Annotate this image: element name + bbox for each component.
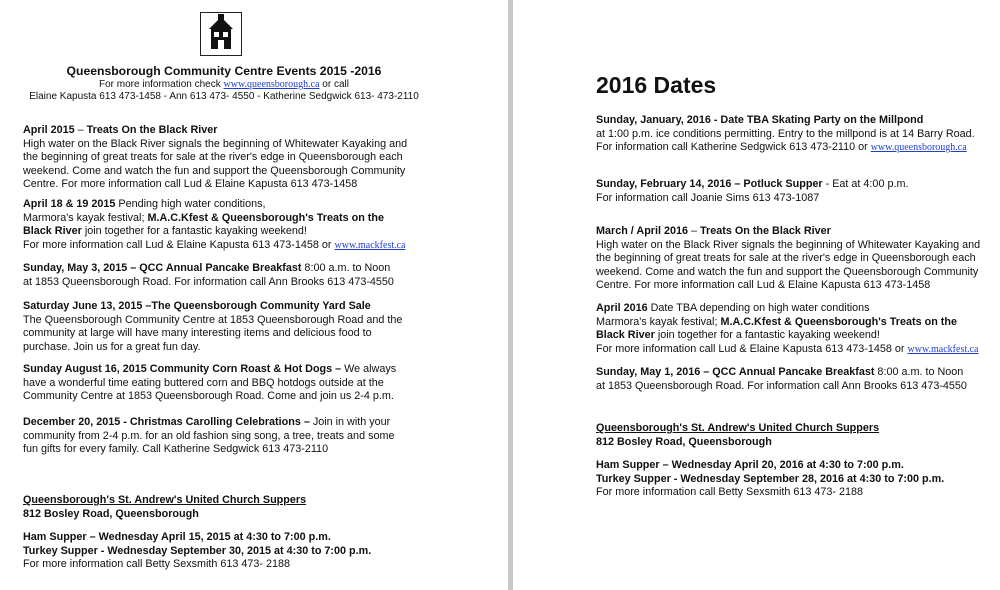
turkey-supper: Turkey Supper - Wednesday September 28, 2016 at 4:30 to 7:00 p.m. (596, 472, 945, 485)
event-treats-2016 (596, 225, 996, 293)
suppers-address: 812 Bosley Road, Queensborough (23, 507, 199, 520)
info-suffix: or call (319, 79, 349, 90)
event-line: 8:00 a.m. to Noon (874, 366, 964, 378)
event-heading: April 2016 (596, 302, 648, 314)
event-april-2015 (23, 124, 423, 192)
event-bold-text: Black River (23, 225, 82, 238)
event-april-2016 (596, 302, 996, 356)
event-line: at 1853 Queensborough Road. For information call Ann Brooks 613 473-4550 (23, 275, 394, 288)
event-line: The Queensborough Community Centre at 1853 Queensborough Road and the (23, 313, 403, 326)
schoolhouse-icon (200, 12, 242, 56)
info-prefix: For more information check (99, 79, 224, 90)
event-bold-text: Black River (596, 329, 655, 342)
mackfest-link[interactable]: www.mackfest.ca (907, 343, 979, 355)
event-line: the beginning of great treats for sale at the river's edge in Queensborough each (596, 252, 976, 265)
right-page (513, 0, 1000, 590)
queensborough-link[interactable]: www.queensborough.ca (223, 79, 320, 90)
ham-supper: Ham Supper – Wednesday April 15, 2015 at 4:30 to 7:00 p.m. (23, 531, 331, 544)
document-title: Queensborough Community Centre Events 2015 -2016 (66, 64, 382, 78)
event-line: at 1:00 p.m. ice conditions permitting. Entry to the millpond is at 14 Barry Road. (596, 127, 975, 140)
event-heading: April 18 & 19 2015 (23, 198, 116, 210)
event-line: For more information call Lud & Elaine Kapusta 613 473-1458 or (596, 342, 908, 355)
event-line: join together for a fantastic kayaking weekend! (654, 329, 880, 342)
info-line (0, 79, 448, 91)
event-dash: – (688, 225, 701, 237)
event-line: community from 2-4 p.m. for an old fashion sing song, a tree, treats and some (23, 429, 395, 442)
suppers-2016 (596, 422, 996, 500)
event-pancake-2016 (596, 366, 996, 393)
suppers-title: Queensborough's St. Andrew's United Church Suppers (596, 422, 880, 434)
event-heading: April 2015 (23, 124, 75, 136)
event-heading: Sunday, May 1, 2016 – QCC Annual Pancake Breakfast (596, 366, 875, 378)
event-heading: Sunday, February 14, 2016 – Potluck Supper (596, 178, 823, 190)
event-dash: – (74, 124, 87, 136)
event-line: fun gifts for every family. Call Katherine Sedgwick 613 473-2110 (23, 443, 329, 456)
event-line: Centre. For more information call Lud & Elaine Kapusta 613 473-1458 (23, 178, 358, 191)
suppers-2015 (23, 494, 423, 572)
event-line: weekend. Come and watch the fun and support the Queensborough Community (596, 265, 979, 278)
event-heading: Saturday June 13, 2015 –The Queensborough Community Yard Sale (23, 300, 371, 312)
event-line: Join in with your (309, 416, 391, 428)
event-line: For information call Joanie Sims 613 473-1087 (596, 191, 820, 204)
event-heading: Sunday, January, 2016 - Date TBA Skating Party on the Millpond (596, 114, 924, 126)
event-line: 8:00 a.m. to Noon (301, 262, 391, 274)
event-line: have a wonderful time eating buttered corn and BBQ hotdogs outside at the (23, 376, 384, 389)
event-skating-2016 (596, 114, 996, 155)
event-line: For information call Katherine Sedgwick 613 473-2110 or (596, 141, 871, 154)
event-line: Centre. For more information call Lud & Elaine Kapusta 613 473-1458 (596, 279, 931, 292)
queensborough-link[interactable]: www.queensborough.ca (870, 142, 967, 154)
event-heading: Sunday August 16, 2015 Community Corn Roast & Hot Dogs – (23, 363, 342, 375)
event-heading: December 20, 2015 - Christmas Carolling Celebrations – (23, 416, 310, 428)
event-line: weekend. Come and watch the fun and support the Queensborough Community (23, 164, 406, 177)
event-pancake-2015 (23, 262, 423, 289)
suppers-title: Queensborough's St. Andrew's United Church Suppers (23, 494, 307, 506)
event-line: High water on the Black River signals the beginning of Whitewater Kayaking and (596, 238, 981, 251)
event-line: Pending high water conditions, (115, 198, 266, 210)
event-title: Treats On the Black River (700, 225, 831, 237)
event-corn-roast-2015 (23, 363, 423, 404)
event-line: community at large will have many interesting items and delicious food to (23, 327, 372, 340)
event-title: Treats On the Black River (86, 124, 218, 136)
turkey-supper: Turkey Supper - Wednesday September 30, 2015 at 4:30 to 7:00 p.m. (23, 544, 372, 557)
event-line: purchase. Join us for a great fun day. (23, 340, 201, 353)
event-line: Marmora's kayak festival; (23, 211, 148, 224)
event-line: at 1853 Queensborough Road. For information call Ann Brooks 613 473-4550 (596, 379, 967, 392)
event-line: For more information call Lud & Elaine Kapusta 613 473-1458 or (23, 238, 335, 251)
event-line: High water on the Black River signals the beginning of Whitewater Kayaking and (23, 137, 408, 150)
suppers-info: For more information call Betty Sexsmith 613 473- 2188 (596, 486, 864, 499)
event-heading: March / April 2016 (596, 225, 689, 237)
contacts-line: Elaine Kapusta 613 473-1458 - Ann 613 473- 4550 - Katherine Sedgwick 613- 473-2110 (29, 91, 419, 102)
suppers-address: 812 Bosley Road, Queensborough (596, 435, 772, 448)
event-april-18-19-2015 (23, 198, 423, 252)
dates-heading: 2016 Dates (596, 72, 717, 98)
event-line: join together for a fantastic kayaking weekend! (81, 225, 307, 238)
event-line: - Eat at 4:00 p.m. (822, 178, 909, 190)
event-line: Community Centre at 1853 Queensborough Road. Come and join us 2-4 p.m. (23, 390, 394, 403)
ham-supper: Ham Supper – Wednesday April 20, 2016 at 4:30 to 7:00 p.m. (596, 459, 904, 472)
event-heading: Sunday, May 3, 2015 – QCC Annual Pancake Breakfast (23, 262, 302, 274)
event-bold-text: M.A.C.Kfest & Queensborough's Treats on the (147, 211, 384, 224)
event-line: Marmora's kayak festival; (596, 315, 721, 328)
event-line: Date TBA depending on high water conditions (647, 302, 870, 314)
event-carolling-2015 (23, 416, 423, 457)
event-yard-sale-2015 (23, 300, 423, 354)
event-line: We always (341, 363, 397, 375)
suppers-info: For more information call Betty Sexsmith 613 473- 2188 (23, 558, 291, 571)
event-line: the beginning of great treats for sale at the river's edge in Queensborough each (23, 151, 403, 164)
event-bold-text: M.A.C.Kfest & Queensborough's Treats on the (720, 315, 957, 328)
mackfest-link[interactable]: www.mackfest.ca (334, 239, 406, 251)
event-potluck-2016 (596, 178, 996, 205)
